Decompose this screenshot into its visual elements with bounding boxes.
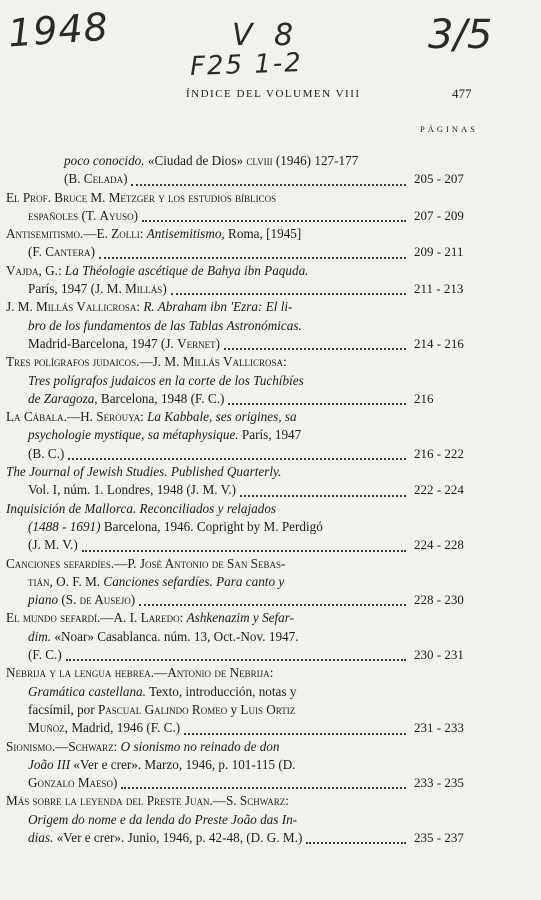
entry-text-run: El mundo sefardí.	[6, 610, 101, 626]
index-line	[6, 646, 526, 664]
entry-text-run: Laredo	[140, 610, 180, 626]
entry-text-run: La Kabbale, ses origines, sa	[147, 409, 297, 425]
index-line	[6, 829, 526, 847]
dot-leader	[68, 440, 406, 460]
entry-text-run: Schwarz	[68, 738, 114, 754]
entry-text-run: piano	[28, 592, 59, 608]
entry-text-run: :	[140, 409, 148, 425]
page-number: 477	[452, 86, 472, 101]
entry-text-run: Gonzalo Maeso	[28, 775, 114, 791]
entry-text-run: españoles	[28, 207, 79, 223]
index-entries	[6, 152, 526, 847]
entry-text-run: —S.	[212, 793, 240, 809]
entry-text	[28, 280, 167, 298]
index-line	[6, 170, 526, 188]
entry-text-run: París, 1947 (J. M.	[28, 281, 126, 297]
entry-text-run: :	[113, 738, 121, 754]
entry-pages: 222 - 224	[414, 482, 464, 498]
entry-text-run: José Antonio de San Sebas-	[139, 555, 286, 571]
entry-text-run: (J. M. V.)	[28, 537, 78, 553]
running-header: ÍNDICE DEL VOLUMEN VIII	[186, 88, 361, 100]
entry-text	[28, 646, 62, 664]
index-line	[6, 353, 526, 371]
entry-text	[28, 719, 180, 737]
entry-text-run: )	[215, 335, 220, 351]
entry-text-run: )	[90, 244, 95, 260]
entry-text-run: Más sobre la leyenda del Preste Juan.	[6, 793, 213, 809]
index-line	[6, 243, 526, 261]
entry-text	[28, 335, 220, 353]
dot-leader	[66, 641, 406, 661]
entry-text-run: :	[285, 793, 289, 809]
entry-text-run: La Théologie ascétique de Bahya ibn Paquda.	[64, 262, 309, 278]
entry-text	[64, 170, 127, 188]
entry-pages: 211 - 213	[414, 281, 464, 297]
index-line	[6, 536, 526, 554]
entry-pages: 214 - 216	[414, 335, 464, 351]
entry-text-run: Cantera	[45, 244, 91, 260]
dot-leader	[142, 202, 406, 222]
entry-text-run: París, 1947	[238, 427, 302, 443]
entry-text	[6, 298, 292, 316]
entry-text-run: Millás	[125, 281, 163, 297]
entry-text-run: Luis Ortiz	[240, 701, 296, 717]
dot-leader	[131, 165, 406, 185]
entry-text-run: , Madrid, 1946 (F. C.)	[64, 720, 181, 736]
entry-text-run: Antonio de Nebrija	[167, 665, 270, 681]
index-line	[6, 445, 526, 463]
entry-text-run: Tres polígrafos judaicos en la corte de los Tuchíbíes	[28, 372, 304, 388]
entry-text-run: de Zaragoza,	[28, 390, 98, 406]
entry-text-run: :	[139, 226, 147, 242]
entry-text-run: )	[162, 281, 167, 297]
entry-text-run: The Journal of Jewish Studies. Published Quarterly.	[6, 464, 282, 480]
entry-text-run: Ashkenazim y Sefar-	[186, 610, 295, 626]
entry-text-run: Gramática castellana.	[28, 683, 146, 699]
entry-text-run: Madrid-Barcelona, 1947 (J.	[28, 335, 178, 351]
entry-pages: 224 - 228	[414, 537, 464, 553]
entry-text-run: R. Abraham ibn 'Ezra: El li-	[143, 299, 293, 315]
entry-text-run: João III	[28, 756, 71, 772]
entry-text	[6, 664, 273, 682]
entry-text-run: Millás Vallicrosa	[182, 354, 284, 370]
entry-pages: 205 - 207	[414, 171, 464, 187]
entry-text-run: La Cábala.	[6, 409, 67, 425]
entry-pages: 216	[414, 390, 434, 406]
entry-text-run: (T.	[78, 207, 100, 223]
entry-text-run: «Ver e crer». Marzo, 1946, p. 101-115 (D.	[70, 756, 296, 772]
entry-text	[28, 481, 236, 499]
entry-text-run: , G.:	[38, 262, 65, 278]
entry-text	[6, 738, 280, 756]
handwritten-volume: V 8	[232, 18, 300, 53]
entry-pages: 231 - 233	[414, 720, 464, 736]
dot-leader	[99, 238, 406, 258]
entry-text-run: «Noar» Casablanca. núm. 13, Oct.-Nov. 1947.	[51, 628, 299, 644]
entry-text-run: de Ausejo	[79, 592, 131, 608]
entry-text	[28, 536, 78, 554]
entry-text-run: (S.	[58, 592, 80, 608]
entry-text	[6, 792, 289, 810]
index-line	[6, 811, 526, 829]
index-line	[6, 408, 526, 426]
dot-leader	[82, 531, 406, 551]
handwritten-year: 1948	[6, 4, 111, 56]
entry-text-run: (F. C.)	[28, 647, 62, 663]
entry-text-run: «Ciudad de Dios»	[144, 153, 247, 168]
entry-text	[28, 683, 296, 701]
index-line	[6, 774, 526, 792]
entry-text-run: Nebrija y la lengua hebrea.	[6, 665, 155, 681]
index-line	[6, 335, 526, 353]
entry-text	[28, 390, 224, 408]
entry-text-run: Texto, introducción, notas y	[145, 683, 297, 699]
entry-text-run: Barcelona, 1948 (F. C.)	[97, 390, 225, 406]
entry-text-run: —A. I.	[100, 610, 141, 626]
entry-pages: 216 - 222	[414, 445, 464, 461]
index-line	[6, 719, 526, 737]
entry-text-run: )	[123, 171, 128, 187]
entry-text-run: Antisemitismo.	[6, 226, 84, 242]
index-line	[6, 792, 526, 810]
entry-text-run: bro de los fundamentos de las Tablas Astronómicas.	[28, 317, 302, 333]
entry-text	[6, 408, 297, 426]
entry-text-run: Roma, [1945]	[224, 226, 302, 242]
entry-text	[28, 591, 135, 609]
entry-text-run: —E.	[83, 226, 112, 242]
entry-text-run: (B. C.)	[28, 445, 65, 461]
entry-text-run: Canciones sefardíes. Para canto y	[103, 573, 285, 589]
entry-text-run: Canciones sefardíes.	[6, 555, 115, 571]
entry-text-run: )	[113, 775, 118, 791]
entry-pages: 235 - 237	[414, 829, 464, 845]
entry-text-run: —	[55, 738, 69, 754]
entry-pages: 230 - 231	[414, 647, 464, 663]
entry-pages: 207 - 209	[414, 207, 464, 223]
entry-text-run: (B.	[64, 171, 84, 187]
entry-text-run: Vajda	[6, 262, 39, 278]
dot-leader	[240, 476, 406, 496]
entry-text-run: Origem do nome e da lenda do Preste João das In-	[28, 811, 298, 827]
index-line	[6, 207, 526, 225]
entry-pages: 209 - 211	[414, 244, 464, 260]
entry-text-run: J. M.	[6, 299, 37, 315]
entry-text-run: dim.	[28, 628, 52, 644]
entry-text-run: , O. F. M.	[49, 573, 104, 589]
entry-text-run: :	[136, 299, 144, 315]
entry-text	[28, 774, 117, 792]
entry-pages: 228 - 230	[414, 592, 464, 608]
entry-text-run: Celada	[83, 171, 124, 187]
entry-text-run: Tres polígrafos judaicos.	[6, 354, 140, 370]
dot-leader	[228, 385, 406, 405]
entry-text-run: Inquisición de Mallorca. Reconciliados y relajados	[6, 500, 277, 516]
index-line	[6, 609, 526, 627]
entry-text-run: —P.	[114, 555, 140, 571]
dot-leader	[139, 586, 406, 606]
entry-text-run: clviii	[246, 153, 273, 168]
index-line	[6, 280, 526, 298]
entry-text-run: psychologie mystique, sa métaphysique.	[28, 427, 239, 443]
entry-text-run: «Ver e crer». Junio, 1946, p. 42-48, (D. G. M.)	[53, 829, 303, 845]
entry-text-run: —	[154, 665, 168, 681]
entry-text-run: Muñoz	[28, 720, 65, 736]
entry-text-run: (1488 - 1691)	[28, 518, 101, 534]
entry-text-run: )	[130, 592, 136, 608]
entry-text	[28, 207, 138, 225]
entry-text-run: dias.	[28, 829, 54, 845]
index-line	[6, 500, 526, 518]
entry-text-run: y	[227, 701, 241, 717]
entry-text	[6, 353, 287, 371]
entry-text-run: Barcelona, 1946. Copright by M. Perdigó	[100, 518, 323, 534]
entry-text-run: Zolli	[111, 226, 140, 242]
handwritten-fraction: 3/5	[428, 12, 493, 58]
entry-text	[28, 243, 95, 261]
index-line	[6, 664, 526, 682]
entry-text-run: Sionismo.	[6, 738, 56, 754]
entry-text-run: —H.	[66, 409, 97, 425]
dot-leader	[171, 275, 406, 295]
entry-text-run: :	[269, 665, 274, 681]
entry-text-run: Pascual Galindo Romeo	[97, 701, 228, 717]
index-line	[6, 555, 526, 573]
column-label-paginas: PÁGINAS	[420, 124, 478, 134]
entry-text-run: (1946) 127-177	[272, 153, 359, 168]
entry-text-run: poco conocido.	[64, 153, 145, 168]
index-line	[6, 591, 526, 609]
entry-text-run: Antisemitismo,	[146, 226, 225, 242]
entry-text-run: )	[133, 207, 138, 223]
entry-text-run: tián	[28, 573, 50, 589]
dot-leader	[224, 330, 406, 350]
entry-text-run: —J. M.	[139, 354, 183, 370]
entry-text-run: El Prof. Bruce M. Metzger y los estudios bíblicos	[6, 189, 277, 205]
dot-leader	[121, 769, 406, 789]
entry-text-run: (F.	[28, 244, 46, 260]
index-line	[6, 738, 526, 756]
index-line	[6, 683, 526, 701]
entry-text-run: Millás Vallicrosa	[36, 299, 137, 315]
entry-text	[6, 555, 285, 573]
index-line	[6, 390, 526, 408]
entry-text	[28, 829, 302, 847]
entry-text-run: O sionismo no reinado de don	[120, 738, 280, 754]
entry-text-run: Serouya	[96, 409, 141, 425]
entry-text	[6, 500, 276, 518]
entry-text-run: :	[283, 354, 287, 370]
entry-text	[6, 609, 294, 627]
entry-text-run: facsímil, por	[28, 701, 98, 717]
entry-text-run: :	[179, 610, 187, 626]
entry-text	[28, 811, 297, 829]
entry-text-run: Schwarz	[239, 793, 286, 809]
dot-leader	[184, 714, 406, 734]
index-line	[6, 298, 526, 316]
entry-text-run: Vol. I, núm. 1. Londres, 1948 (J. M. V.)	[28, 482, 237, 498]
dot-leader	[306, 824, 406, 844]
entry-text	[28, 445, 64, 463]
handwritten-code: F25 1-2	[189, 48, 304, 82]
entry-text-run: Vernet	[177, 335, 216, 351]
entry-pages: 233 - 235	[414, 775, 464, 791]
index-line	[6, 481, 526, 499]
entry-text-run: Ayuso	[99, 207, 134, 223]
